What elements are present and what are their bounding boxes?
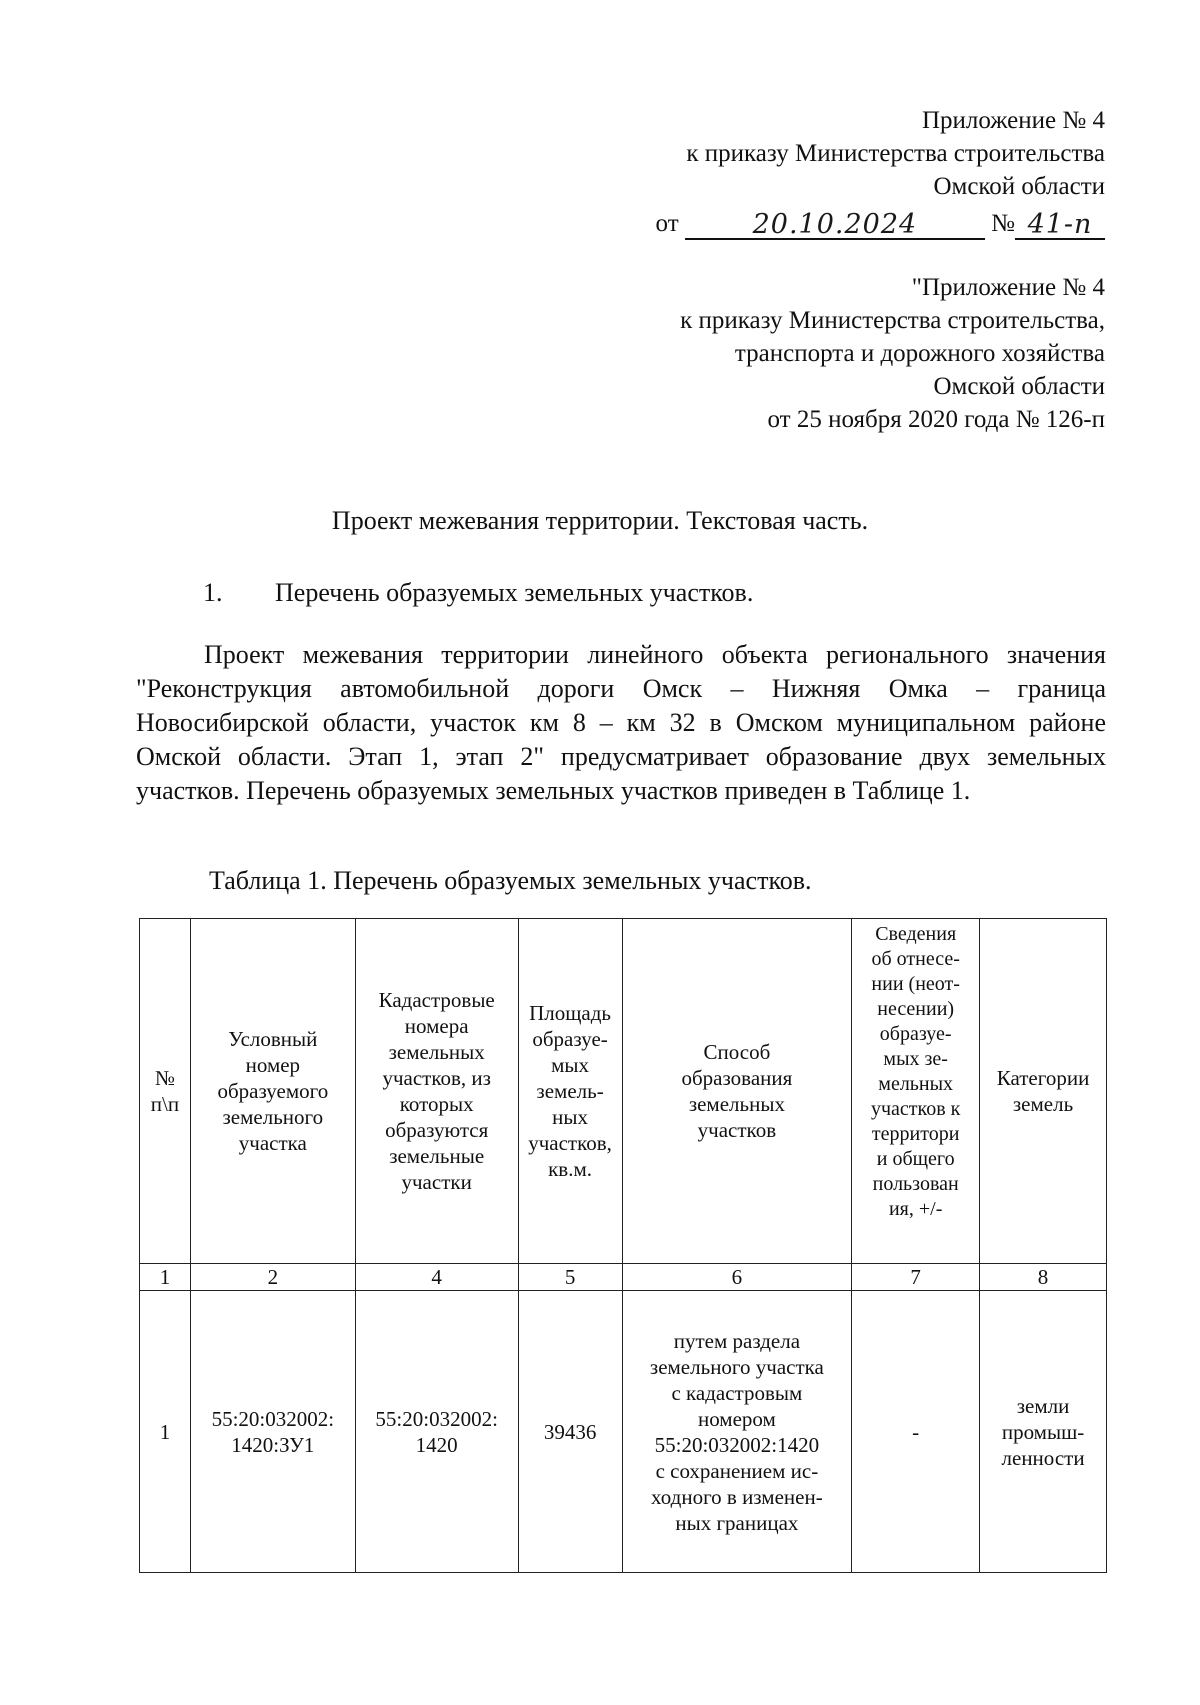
column-number-cell: 6 — [622, 1264, 852, 1291]
header-cell: Сведения об отнесе- нии (неот- несении) образуе- мых зе- мельных участков к территори и общего пользован ия, +/- — [852, 919, 980, 1264]
header-cell: Условный номер образуемого земельного участка — [190, 919, 355, 1264]
table-header-row — [140, 919, 1107, 1264]
handwritten-number: 41-п — [1027, 209, 1093, 240]
column-number-cell: 2 — [190, 1264, 355, 1291]
section-heading — [203, 578, 753, 608]
section-text: Перечень образуемых земельных участков. — [275, 578, 754, 607]
column-number-cell: 5 — [518, 1264, 622, 1291]
table-cell: 1 — [140, 1291, 191, 1573]
header-cell: Кадастровые номера земельных участков, из которых образуются земельные участки — [355, 919, 518, 1264]
column-number-cell: 8 — [980, 1264, 1107, 1291]
table-cell: 55:20:032002: 1420 — [355, 1291, 518, 1573]
quoted-appendix — [680, 271, 1105, 436]
column-number-row — [140, 1264, 1107, 1291]
from-label: от — [655, 210, 679, 237]
appendix-line-3: Омской области — [933, 173, 1105, 200]
header-cell: № п\п — [140, 919, 191, 1264]
section-number: 1. — [203, 578, 223, 607]
quoted-line-5: от 25 ноября 2020 года № 126-п — [767, 406, 1105, 433]
table-cell: 55:20:032002: 1420:ЗУ1 — [190, 1291, 355, 1573]
body-paragraph — [136, 638, 1106, 808]
table-row — [140, 1291, 1107, 1573]
column-number-cell: 1 — [140, 1264, 191, 1291]
quoted-line-1: "Приложение № 4 — [911, 274, 1105, 301]
appendix-header — [656, 104, 1105, 240]
quoted-line-2: к приказу Министерства строительства, — [680, 307, 1105, 334]
header-cell: Площадь образуе- мых земель- ных участков, кв.м. — [518, 919, 622, 1264]
header-cell: Способ образования земельных участков — [622, 919, 852, 1264]
table-cell: 39436 — [518, 1291, 622, 1573]
number-label: № — [991, 210, 1015, 237]
column-number-cell: 4 — [355, 1264, 518, 1291]
date-field — [685, 208, 985, 240]
appendix-line-1: Приложение № 4 — [921, 107, 1105, 134]
document-title: Проект межевания территории. Текстовая часть. — [331, 506, 869, 535]
number-field — [1015, 208, 1105, 240]
quoted-line-4: Омской области — [933, 373, 1105, 400]
land-plots-table — [139, 918, 1107, 1573]
header-cell: Категории земель — [980, 919, 1107, 1264]
column-number-cell: 7 — [852, 1264, 980, 1291]
appendix-date-line — [656, 207, 1105, 240]
handwritten-date: 20.10.2024 — [752, 209, 918, 240]
table-caption: Таблица 1. Перечень образуемых земельных участков. — [209, 866, 812, 895]
table-cell: путем раздела земельного участка с кадастровым номером 55:20:032002:1420 с сохранением ис- ходного в изменен- ных границах — [622, 1291, 852, 1573]
table-cell: земли промыш- ленности — [980, 1291, 1107, 1573]
table-cell: - — [852, 1291, 980, 1573]
appendix-line-2: к приказу Министерства строительства — [686, 140, 1105, 167]
paragraph-text: Проект межевания территории линейного объекта регионального значения "Реконструкция автомобильной дороги Омск – Нижняя Омка – граница Новосибирской области, участок км 8 – км 32 в Омском муниципальном районе Омской области. Этап 1, этап 2" предусматривает образование двух земельных участков. Перечень образуемых земельных участков приведен в Таблице 1. — [136, 640, 1106, 805]
quoted-line-3: транспорта и дорожного хозяйства — [734, 340, 1105, 367]
